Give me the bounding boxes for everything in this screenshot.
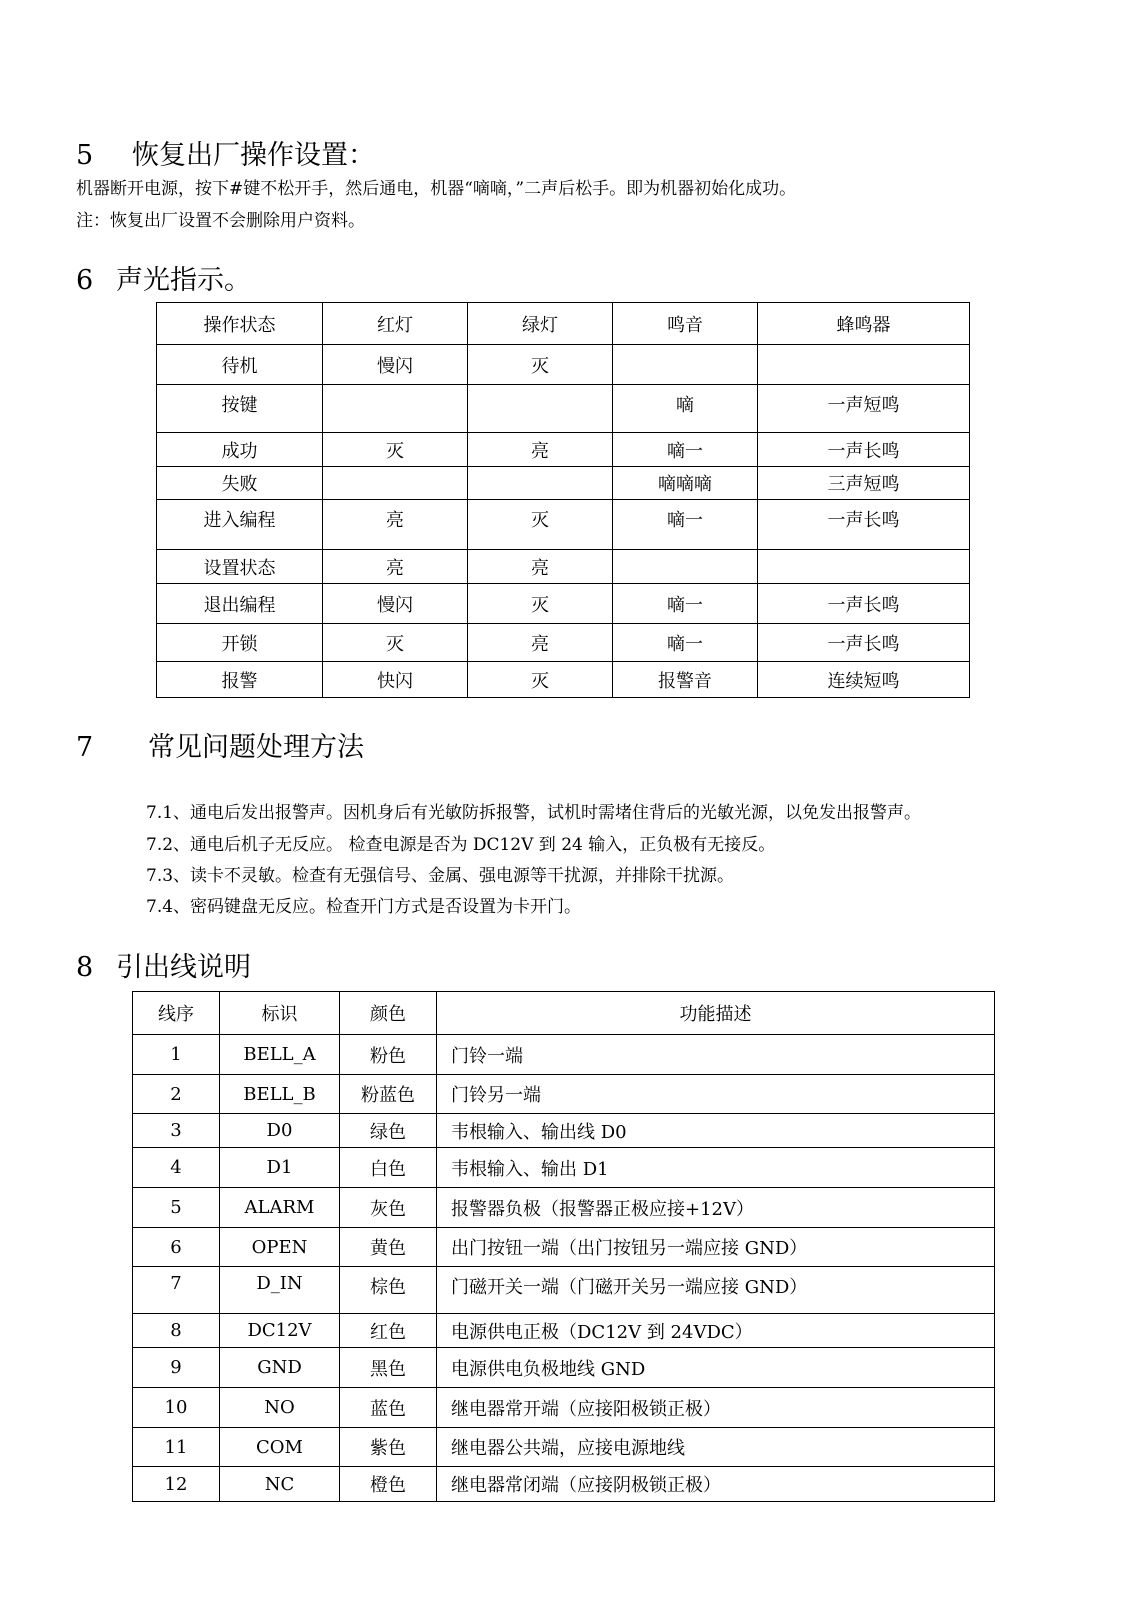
table-cell: 嘀嘀嘀 (613, 467, 758, 500)
table-cell: 门铃另一端 (437, 1075, 995, 1114)
header-cell: 功能描述 (437, 992, 995, 1035)
table-cell: 一声长鸣 (758, 624, 970, 662)
table-cell: 10 (133, 1388, 220, 1428)
table-cell: 亮 (323, 500, 468, 550)
table-cell: DC12V (220, 1314, 340, 1348)
table-cell: 设置状态 (157, 550, 323, 584)
table-cell: D1 (220, 1148, 340, 1188)
table-cell: 黑色 (340, 1348, 437, 1388)
table-cell: 电源供电负极地线 GND (437, 1348, 995, 1388)
table-cell (613, 550, 758, 584)
table-cell: 11 (133, 1428, 220, 1467)
table-cell: 白色 (340, 1148, 437, 1188)
faq-item: 7.2、通电后机子无反应。 检查电源是否为 DC12V 到 24 输入，正负极有无接反。 (146, 835, 776, 855)
table-cell (323, 467, 468, 500)
table-cell: 灭 (468, 662, 613, 698)
table-cell: 蓝色 (340, 1388, 437, 1428)
table-cell: 9 (133, 1348, 220, 1388)
header-cell: 颜色 (340, 992, 437, 1035)
table-cell: 嘀一 (613, 433, 758, 467)
table-row (157, 662, 970, 698)
table-cell: D_IN (220, 1267, 340, 1314)
section-7-number: 7 (76, 732, 94, 763)
table-cell: 出门按钮一端（出门按钮另一端应接 GND） (437, 1228, 995, 1267)
table-cell: 继电器常闭端（应接阴极锁正极） (437, 1467, 995, 1502)
table-cell: 2 (133, 1075, 220, 1114)
table-cell: 门磁开关一端（门磁开关另一端应接 GND） (437, 1267, 995, 1314)
table-cell: 退出编程 (157, 584, 323, 624)
table-row (157, 550, 970, 584)
header-cell: 鸣音 (613, 303, 758, 345)
table-row (157, 624, 970, 662)
table-cell: 失败 (157, 467, 323, 500)
table-cell: 绿色 (340, 1114, 437, 1148)
table-cell: 亮 (323, 550, 468, 584)
table-row (157, 467, 970, 500)
table-cell: BELL_B (220, 1075, 340, 1114)
table-cell: OPEN (220, 1228, 340, 1267)
table-cell: 粉色 (340, 1035, 437, 1075)
table-row (133, 1467, 995, 1502)
table-cell: 1 (133, 1035, 220, 1075)
table-row (133, 1188, 995, 1228)
table-cell: 开锁 (157, 624, 323, 662)
table-cell: 一声长鸣 (758, 433, 970, 467)
table-cell: ALARM (220, 1188, 340, 1228)
table-cell: 快闪 (323, 662, 468, 698)
table-cell: NO (220, 1388, 340, 1428)
table-cell: 韦根输入、输出 D1 (437, 1148, 995, 1188)
table-cell: 慢闪 (323, 584, 468, 624)
table-row (133, 1348, 995, 1388)
section-5-title: 恢复出厂操作设置： (132, 140, 375, 171)
table-cell: 报警音 (613, 662, 758, 698)
section-6-number: 6 (76, 265, 94, 296)
table-cell: 灭 (323, 433, 468, 467)
table-cell (613, 345, 758, 385)
table-cell: BELL_A (220, 1035, 340, 1075)
table-header-row (133, 992, 995, 1035)
table-cell: 棕色 (340, 1267, 437, 1314)
section-8-title: 引出线说明 (116, 952, 251, 983)
table-cell: 继电器常开端（应接阳极锁正极） (437, 1388, 995, 1428)
faq-item: 7.1、通电后发出报警声。因机身后有光敏防拆报警，试机时需堵住背后的光敏光源，以免发出报警声。 (146, 803, 922, 823)
table-row (133, 1035, 995, 1075)
table-cell (323, 385, 468, 433)
table-cell: 灭 (468, 500, 613, 550)
table-cell: 灭 (323, 624, 468, 662)
table-cell: 12 (133, 1467, 220, 1502)
header-cell: 绿灯 (468, 303, 613, 345)
section-8-number: 8 (76, 952, 94, 983)
table-cell: 慢闪 (323, 345, 468, 385)
table-row (133, 1148, 995, 1188)
table-cell: 红色 (340, 1314, 437, 1348)
table-row (133, 1388, 995, 1428)
table-row (133, 1075, 995, 1114)
table-cell: 待机 (157, 345, 323, 385)
header-cell: 线序 (133, 992, 220, 1035)
table-cell: 黄色 (340, 1228, 437, 1267)
table-cell: 灭 (468, 584, 613, 624)
header-cell: 红灯 (323, 303, 468, 345)
table-cell: 7 (133, 1267, 220, 1314)
section-6-title: 声光指示。 (116, 265, 251, 296)
table-cell: 成功 (157, 433, 323, 467)
table-cell: 亮 (468, 624, 613, 662)
table-cell: 亮 (468, 550, 613, 584)
table-cell: 连续短鸣 (758, 662, 970, 698)
table-cell (758, 345, 970, 385)
table-cell: 亮 (468, 433, 613, 467)
table-cell: 3 (133, 1114, 220, 1148)
table-cell (468, 467, 613, 500)
table-cell: 嘀一 (613, 624, 758, 662)
table-cell (758, 550, 970, 584)
table-cell: 灭 (468, 345, 613, 385)
header-cell: 操作状态 (157, 303, 323, 345)
table-row (133, 1428, 995, 1467)
table-cell: 嘀一 (613, 584, 758, 624)
table-cell: 嘀 (613, 385, 758, 433)
table-cell: 按键 (157, 385, 323, 433)
table-row (157, 584, 970, 624)
table-row (133, 1267, 995, 1314)
table-cell: 报警器负极（报警器正极应接+12V） (437, 1188, 995, 1228)
table-cell: 灰色 (340, 1188, 437, 1228)
table-cell: 紫色 (340, 1428, 437, 1467)
table-cell: 继电器公共端，应接电源地线 (437, 1428, 995, 1467)
header-cell: 标识 (220, 992, 340, 1035)
table-row (133, 1228, 995, 1267)
table-cell: 电源供电正极（DC12V 到 24VDC） (437, 1314, 995, 1348)
table-cell: 粉蓝色 (340, 1075, 437, 1114)
table-cell: 报警 (157, 662, 323, 698)
section-5-text: 机器断开电源，按下#键不松开手，然后通电，机器“嘀嘀，”二声后松手。即为机器初始化成功。 (76, 179, 797, 199)
table-row (133, 1314, 995, 1348)
table-cell: D0 (220, 1114, 340, 1148)
table-cell: GND (220, 1348, 340, 1388)
table-row (157, 500, 970, 550)
table-cell: 一声短鸣 (758, 385, 970, 433)
table-cell: 门铃一端 (437, 1035, 995, 1075)
faq-item: 7.4、密码键盘无反应。检查开门方式是否设置为卡开门。 (146, 897, 582, 917)
section-7-title: 常见问题处理方法 (148, 732, 364, 763)
table-cell: 三声短鸣 (758, 467, 970, 500)
table-cell: 6 (133, 1228, 220, 1267)
section-5-number: 5 (76, 140, 94, 171)
table-row (157, 433, 970, 467)
table-cell: 5 (133, 1188, 220, 1228)
table-cell: 橙色 (340, 1467, 437, 1502)
indicator-table (156, 302, 970, 698)
table-cell: 嘀一 (613, 500, 758, 550)
table-header-row (157, 303, 970, 345)
table-cell: 进入编程 (157, 500, 323, 550)
header-cell: 蜂鸣器 (758, 303, 970, 345)
section-5-note: 注：恢复出厂设置不会删除用户资料。 (76, 211, 365, 231)
table-row (133, 1114, 995, 1148)
faq-item: 7.3、读卡不灵敏。检查有无强信号、金属、强电源等干扰源，并排除干扰源。 (146, 866, 735, 886)
table-cell: 8 (133, 1314, 220, 1348)
table-cell: 一声长鸣 (758, 500, 970, 550)
wiring-table (132, 991, 995, 1502)
table-cell (468, 385, 613, 433)
table-cell: 4 (133, 1148, 220, 1188)
table-cell: 韦根输入、输出线 D0 (437, 1114, 995, 1148)
table-cell: 一声长鸣 (758, 584, 970, 624)
table-row (157, 385, 970, 433)
table-cell: COM (220, 1428, 340, 1467)
table-row (157, 345, 970, 385)
table-cell: NC (220, 1467, 340, 1502)
